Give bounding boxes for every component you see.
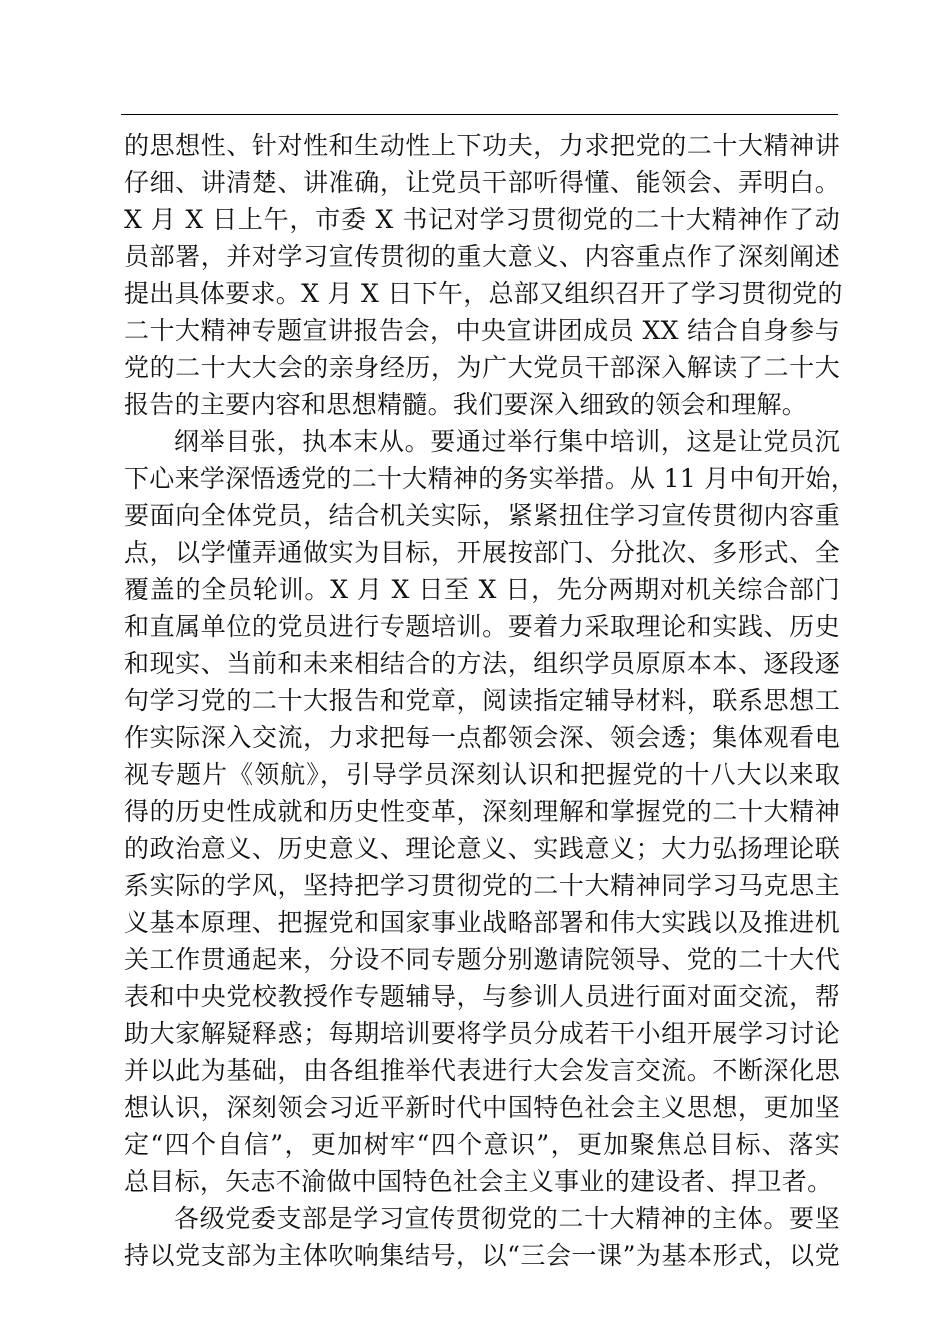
- text-line: 下心来学深悟透党的二十大精神的务实举措。从 11 月中旬开始，: [124, 464, 857, 493]
- text-line: 要面向全体党员，结合机关实际，紧紧扭住学习宣传贯彻内容重: [124, 501, 840, 530]
- text-line: 助大家解疑释惑；每期培训要将学员分成若干小组开展学习讨论: [124, 1019, 840, 1048]
- text-line: 义基本原理、把握党和国家事业战略部署和伟大实践以及推进机: [124, 908, 840, 937]
- text-line: 提出具体要求。X 月 X 日下午，总部又组织召开了学习贯彻党的: [124, 279, 843, 308]
- paragraph-first-line: 纲举目张，执本末从。要通过举行集中培训，这是让党员沉: [174, 427, 840, 456]
- text-line: 报告的主要内容和思想精髓。我们要深入细致的领会和理解。: [124, 390, 808, 419]
- body-text: [124, 127, 857, 1274]
- text-line: 视专题片《领航》，引导学员深刻认识和把握党的十八大以来取: [124, 760, 840, 789]
- text-line: 作实际深入交流，力求把每一点都领会深、领会透；集体观看电: [124, 723, 840, 752]
- header-rule: [121, 114, 838, 115]
- text-line: 总目标，矢志不渝做中国特色社会主义事业的建设者、捍卫者。: [124, 1167, 833, 1196]
- text-line: 的思想性、针对性和生动性上下功夫，力求把党的二十大精神讲: [124, 131, 840, 160]
- paragraph-first-line: 各级党委支部是学习宣传贯彻党的二十大精神的主体。要坚: [174, 1204, 840, 1233]
- text-line: 仔细、讲清楚、讲准确，让党员干部听得懂、能领会、弄明白。: [124, 168, 840, 197]
- text-line: 的政治意义、历史意义、理论意义、实践意义；大力弘扬理论联: [124, 834, 840, 863]
- text-line: 和现实、当前和未来相结合的方法，组织学员原原本本、逐段逐: [124, 649, 840, 678]
- text-line: 点，以学懂弄通做实为目标，开展按部门、分批次、多形式、全: [124, 538, 840, 567]
- text-line: 党的二十大大会的亲身经历，为广大党员干部深入解读了二十大: [124, 353, 840, 382]
- text-line: 员部署，并对学习宣传贯彻的重大意义、内容重点作了深刻阐述: [124, 242, 840, 271]
- text-line: 覆盖的全员轮训。X 月 X 日至 X 日，先分两期对机关综合部门: [124, 575, 840, 604]
- text-line: 想认识，深刻领会习近平新时代中国特色社会主义思想，更加坚: [124, 1093, 840, 1122]
- text-line: 和直属单位的党员进行专题培训。要着力采取理论和实践、历史: [124, 612, 840, 641]
- text-line: 系实际的学风，坚持把学习贯彻党的二十大精神同学习马克思主: [124, 871, 840, 900]
- text-line: 句学习党的二十大报告和党章，阅读指定辅导材料，联系思想工: [124, 686, 840, 715]
- text-line: 并以此为基础，由各组推举代表进行大会发言交流。不断深化思: [124, 1056, 840, 1085]
- text-line: 表和中央党校教授作专题辅导，与参训人员进行面对面交流，帮: [124, 982, 840, 1011]
- text-line: X 月 X 日上午，市委 X 书记对学习贯彻党的二十大精神作了动: [124, 205, 840, 234]
- text-line: 关工作贯通起来，分设不同专题分别邀请院领导、党的二十大代: [124, 945, 840, 974]
- text-line: 得的历史性成就和历史性变革，深刻理解和掌握党的二十大精神: [124, 797, 840, 826]
- text-line: 二十大精神专题宣讲报告会，中央宣讲团成员 XX 结合自身参与: [124, 316, 840, 345]
- text-line: 持以党支部为主体吹响集结号，以“三会一课”为基本形式，以党: [124, 1241, 840, 1270]
- text-line: 定“四个自信”，更加树牢“四个意识”，更加聚焦总目标、落实: [124, 1130, 840, 1159]
